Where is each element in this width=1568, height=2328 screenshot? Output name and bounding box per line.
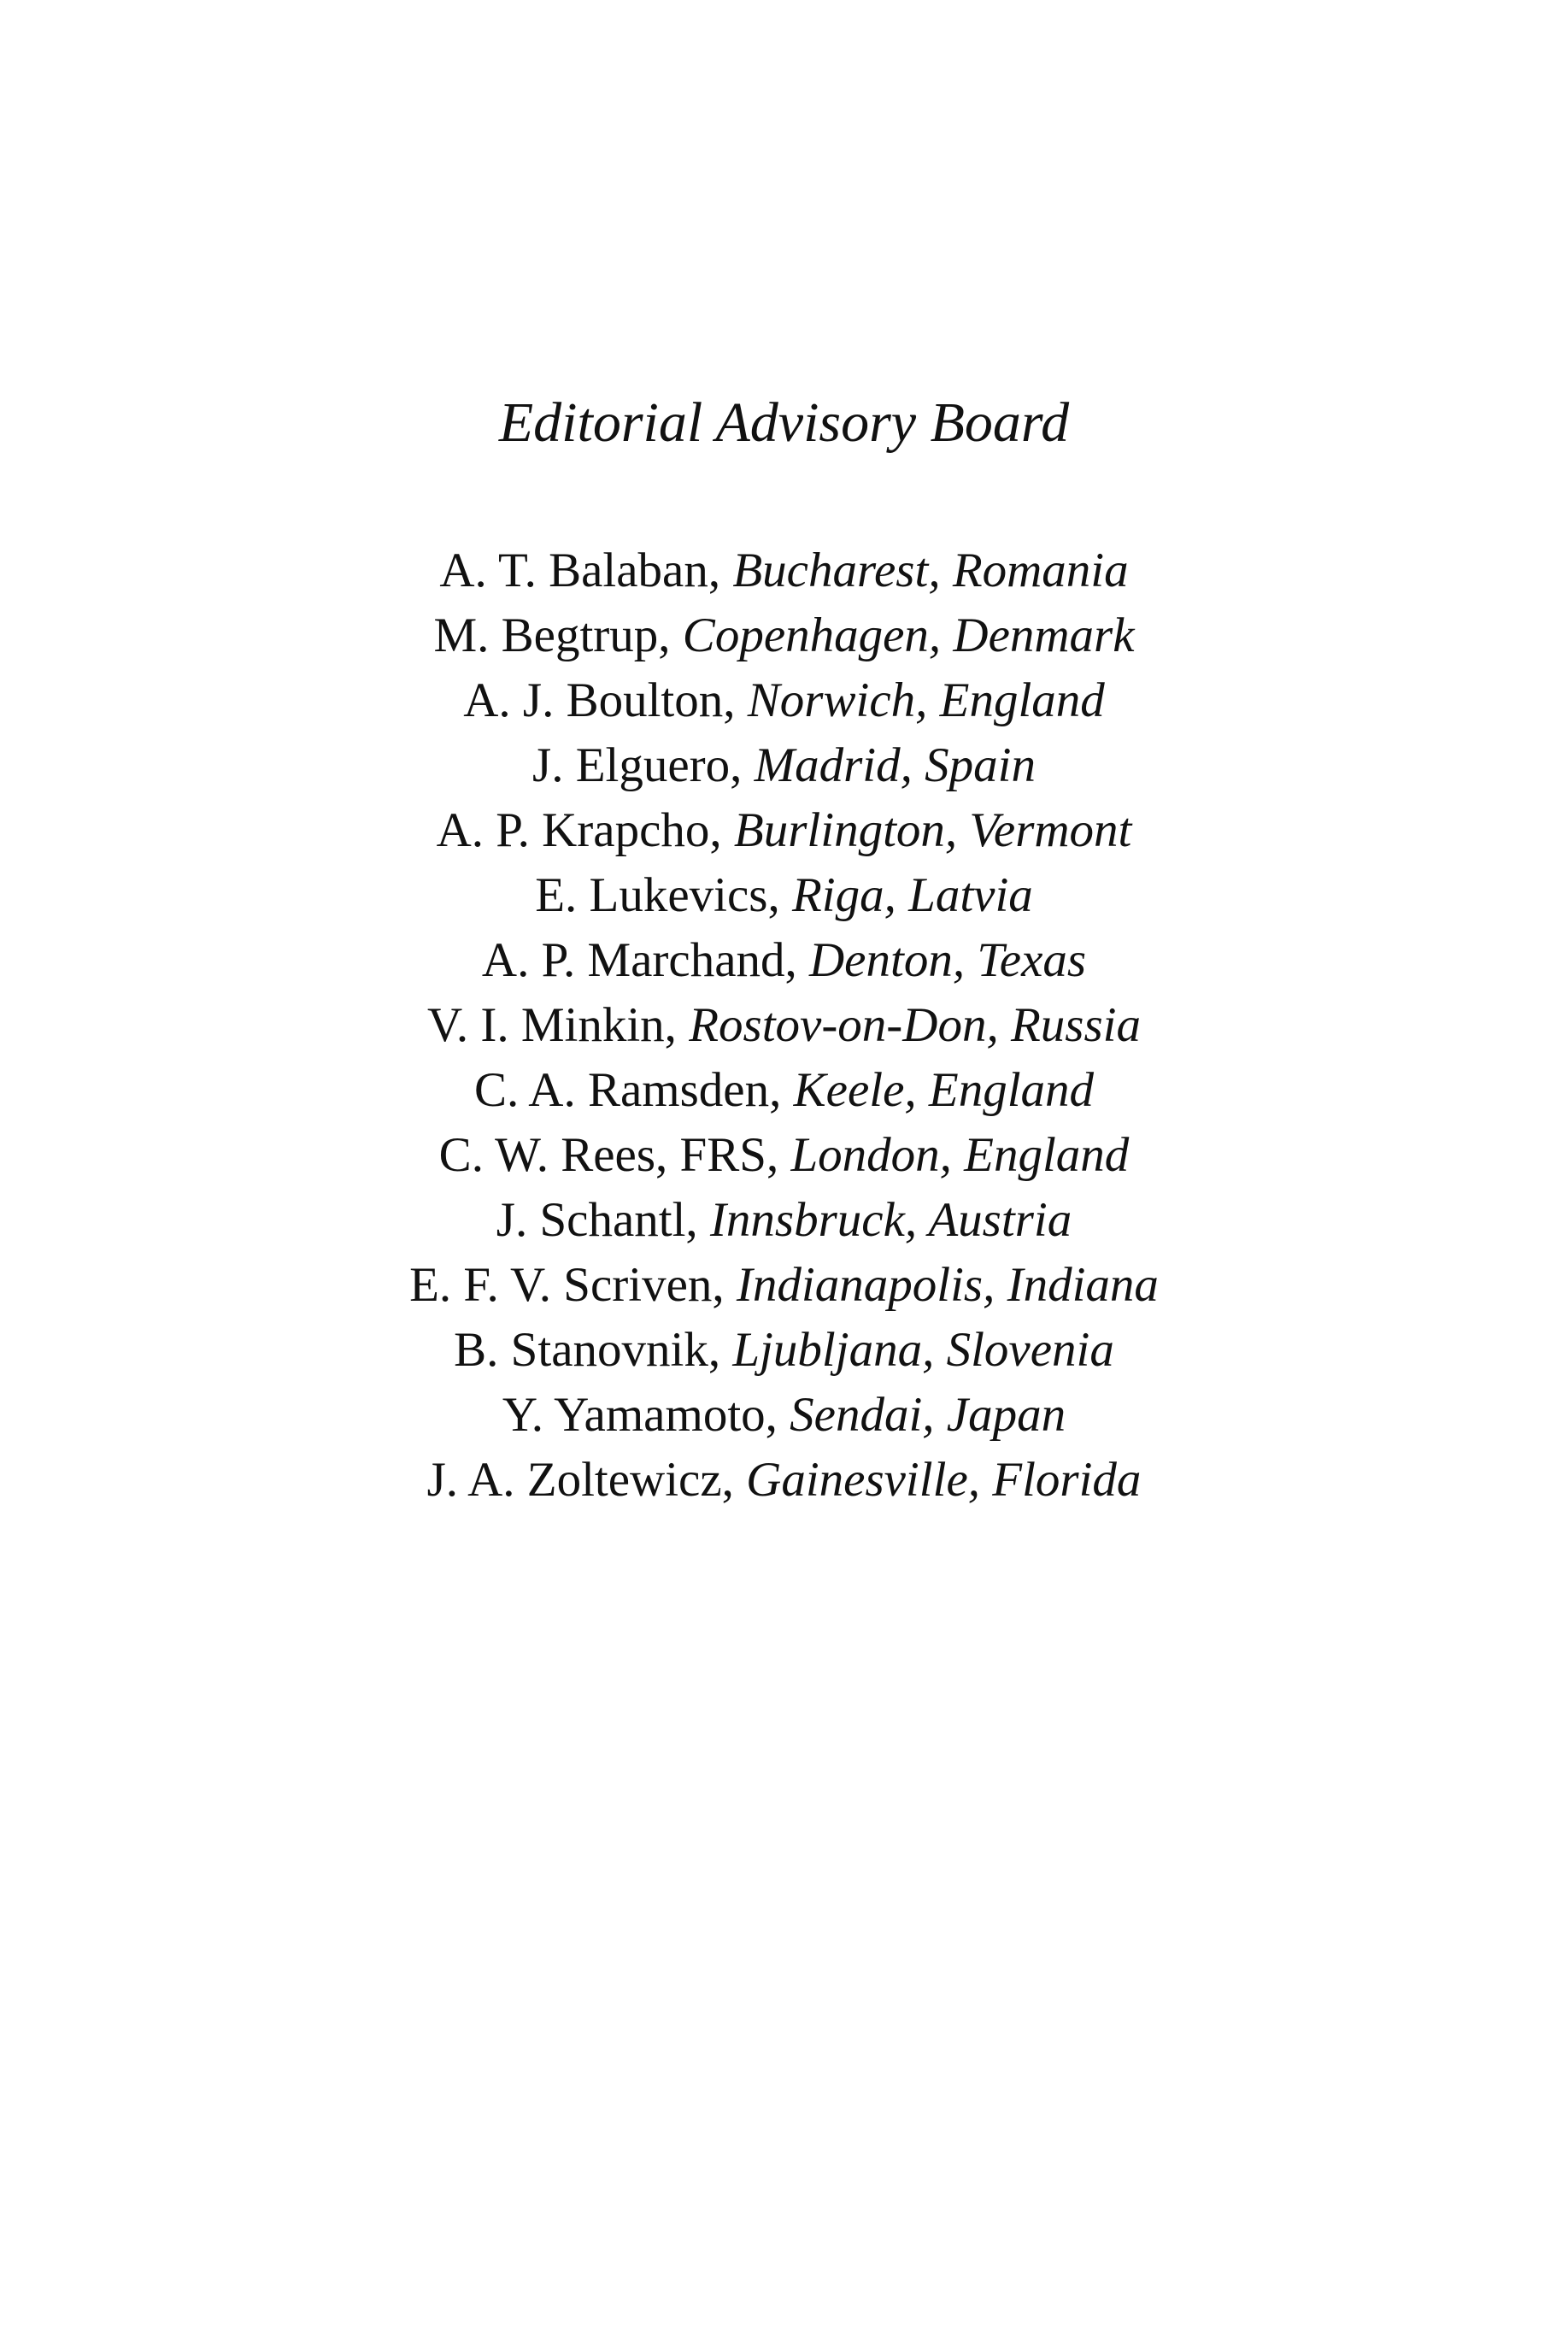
- member-name: E. Lukevics,: [535, 868, 792, 922]
- member-entry: [0, 863, 1568, 928]
- member-entry: [0, 1383, 1568, 1448]
- member-entry: [0, 928, 1568, 993]
- member-name: V. I. Minkin,: [427, 998, 690, 1052]
- member-entry: [0, 1123, 1568, 1188]
- member-location: Ljubljana, Slovenia: [732, 1323, 1114, 1377]
- member-location: Gainesville, Florida: [746, 1453, 1142, 1507]
- member-name: Y. Yamamoto,: [502, 1388, 790, 1442]
- member-location: Rostov-on-Don, Russia: [689, 998, 1141, 1052]
- member-location: Burlington, Vermont: [733, 803, 1132, 857]
- member-location: Indianapolis, Indiana: [736, 1258, 1159, 1312]
- member-location: Bucharest, Romania: [732, 544, 1129, 597]
- member-location: Denton, Texas: [809, 933, 1087, 987]
- member-name: A. P. Marchand,: [481, 933, 810, 987]
- member-location: Innsbruck, Austria: [709, 1193, 1072, 1247]
- member-location: Norwich, England: [747, 673, 1105, 727]
- member-name: A. T. Balaban,: [439, 544, 733, 597]
- member-entry: [0, 993, 1568, 1058]
- member-location: Sendai, Japan: [790, 1388, 1066, 1442]
- member-name: E. F. V. Scriven,: [409, 1258, 737, 1312]
- member-name: A. P. Krapcho,: [436, 803, 734, 857]
- member-location: London, England: [790, 1128, 1130, 1182]
- member-entry: [0, 1253, 1568, 1318]
- member-name: B. Stanovnik,: [454, 1323, 733, 1377]
- member-location: Keele, England: [793, 1063, 1095, 1117]
- member-name: J. A. Zoltewicz,: [426, 1453, 747, 1507]
- member-entry: [0, 733, 1568, 798]
- member-location: Copenhagen, Denmark: [682, 608, 1135, 662]
- member-entry: [0, 603, 1568, 668]
- member-name: C. W. Rees, FRS,: [438, 1128, 791, 1182]
- member-entry: [0, 1058, 1568, 1123]
- member-name: M. Begtrup,: [433, 608, 683, 662]
- member-entry: [0, 1448, 1568, 1513]
- member-location: Madrid, Spain: [754, 738, 1036, 792]
- member-name: J. Elguero,: [532, 738, 755, 792]
- board-title: Editorial Advisory Board: [498, 391, 1070, 454]
- member-list: [0, 538, 1568, 1513]
- member-entry: [0, 538, 1568, 603]
- member-location: Riga, Latvia: [791, 868, 1033, 922]
- member-name: A. J. Boulton,: [463, 673, 748, 727]
- member-entry: [0, 1318, 1568, 1383]
- member-entry: [0, 668, 1568, 733]
- member-name: C. A. Ramsden,: [473, 1063, 794, 1117]
- member-entry: [0, 798, 1568, 863]
- member-entry: [0, 1188, 1568, 1253]
- member-name: J. Schantl,: [496, 1193, 710, 1247]
